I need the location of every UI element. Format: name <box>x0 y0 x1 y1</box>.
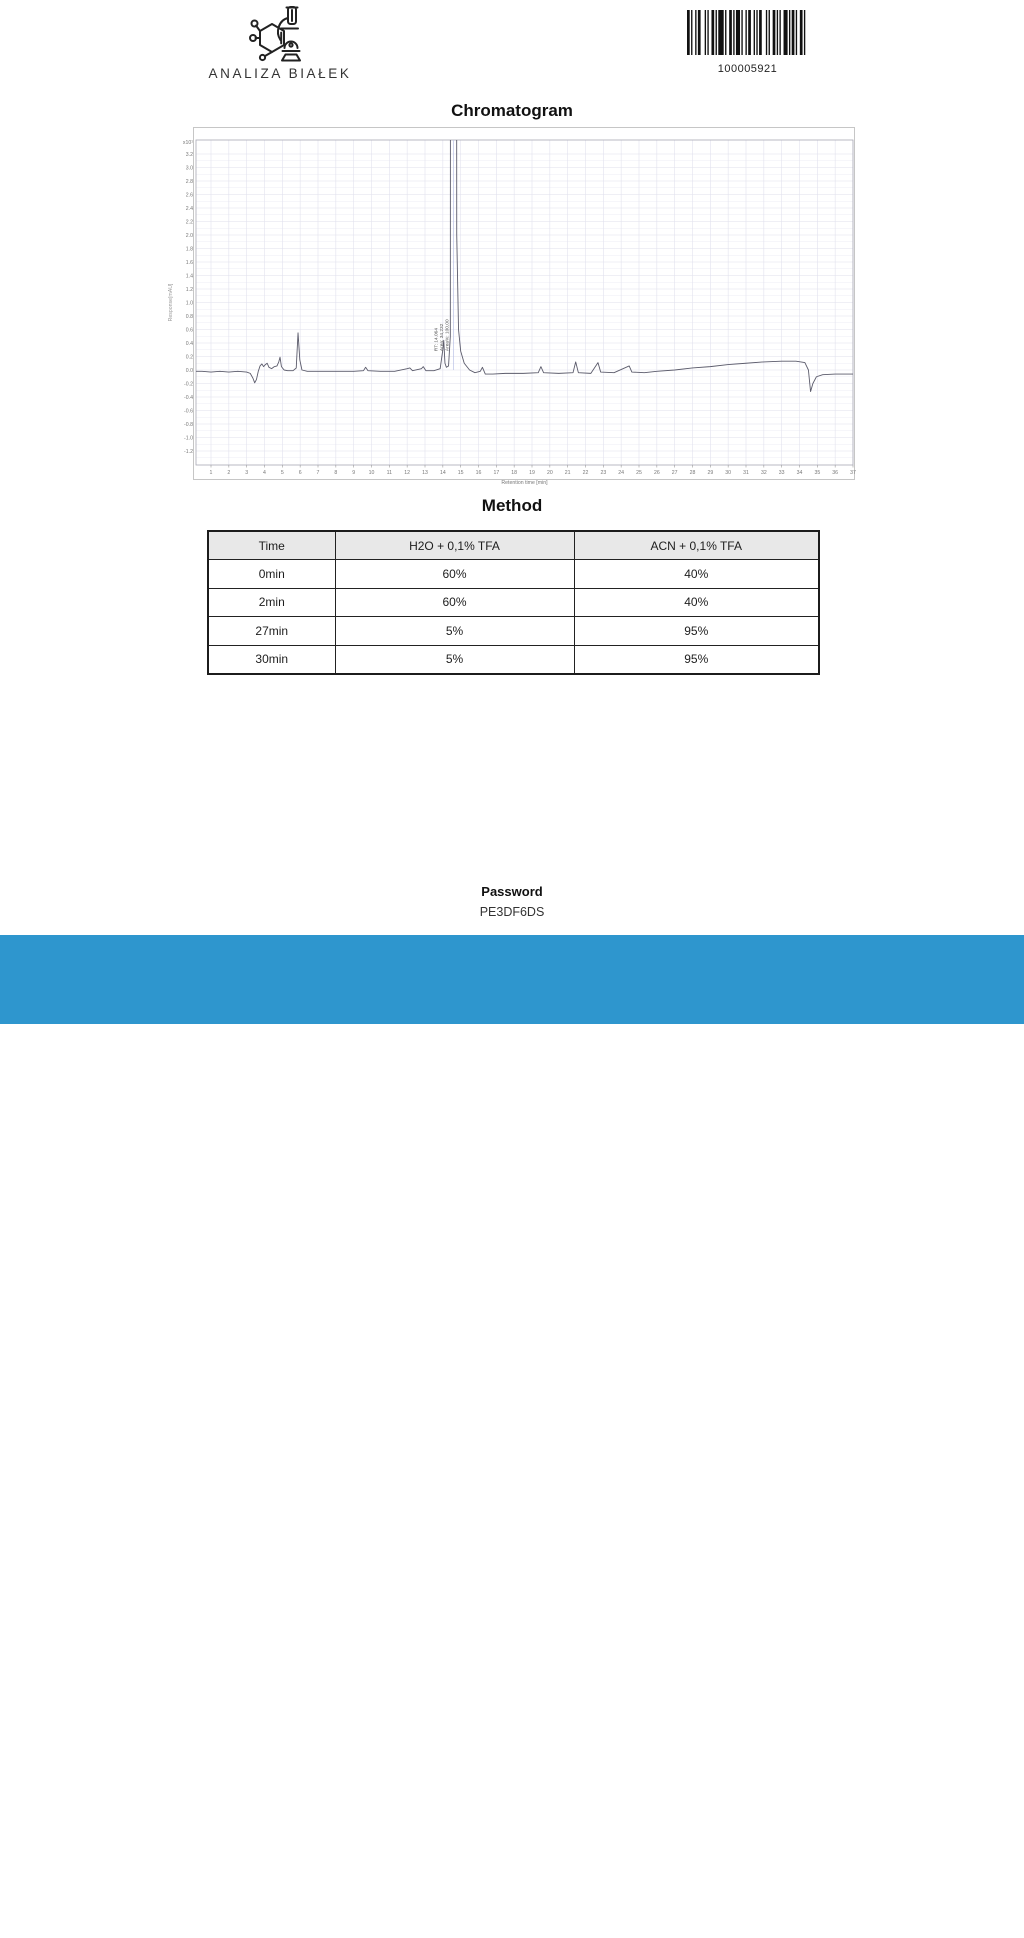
logo-text: ANALIZA BIAŁEK <box>200 66 360 81</box>
footer <box>0 935 1024 1024</box>
technician-name: mgr Arkadiusz Zając <box>680 1918 844 1932</box>
table-row <box>208 560 819 589</box>
svg-text:22: 22 <box>583 470 589 476</box>
svg-text:16: 16 <box>476 470 482 476</box>
svg-text:2.4: 2.4 <box>186 206 193 212</box>
svg-text:18: 18 <box>511 470 517 476</box>
svg-text:9: 9 <box>352 470 355 476</box>
company-regon <box>220 1925 355 1938</box>
svg-text:28: 28 <box>690 470 696 476</box>
svg-text:0.0: 0.0 <box>186 368 193 374</box>
krs-label: KRS: <box>220 1898 248 1910</box>
svg-text:5: 5 <box>281 470 284 476</box>
svg-text:0.6: 0.6 <box>186 327 193 333</box>
table-cell: 60% <box>335 560 574 589</box>
chromatogram-chart <box>163 127 855 499</box>
svg-text:0.2: 0.2 <box>186 354 193 360</box>
svg-text:6: 6 <box>299 470 302 476</box>
svg-text:36: 36 <box>832 470 838 476</box>
svg-text:Retention time [min]: Retention time [min] <box>501 480 548 486</box>
svg-text:-0.6: -0.6 <box>184 408 193 414</box>
svg-text:2.8: 2.8 <box>186 179 193 185</box>
svg-text:2.6: 2.6 <box>186 192 193 198</box>
svg-text:23: 23 <box>600 470 606 476</box>
footer-technician-block <box>680 1891 844 1932</box>
svg-text:27: 27 <box>672 470 678 476</box>
company-nip <box>220 1911 355 1925</box>
svg-text:1.0: 1.0 <box>186 300 193 306</box>
svg-text:13: 13 <box>422 470 428 476</box>
svg-text:1.4: 1.4 <box>186 273 193 279</box>
barcode-image <box>687 10 808 55</box>
svg-text:1.6: 1.6 <box>186 260 193 266</box>
table-cell: 95% <box>574 617 819 646</box>
barcode-number: 100005921 <box>687 63 808 75</box>
peak-annotation: Area%: 100,00 <box>445 319 451 351</box>
barcode <box>687 10 808 75</box>
table-cell: 40% <box>574 588 819 617</box>
svg-text:17: 17 <box>493 470 499 476</box>
svg-text:-0.8: -0.8 <box>184 422 193 428</box>
svg-text:7: 7 <box>317 470 320 476</box>
technician-title: Lab technician: <box>680 1891 844 1905</box>
svg-text:1.2: 1.2 <box>186 287 193 293</box>
svg-text:29: 29 <box>707 470 713 476</box>
svg-text:25: 25 <box>636 470 642 476</box>
svg-text:19: 19 <box>529 470 535 476</box>
table-header-row <box>208 531 819 560</box>
svg-text:11: 11 <box>387 470 392 476</box>
peak-annotation: Area: 34,232 <box>439 323 445 351</box>
table-header-cell: ACN + 0,1% TFA <box>574 531 819 560</box>
krs-value: 0000966168 <box>251 1898 315 1910</box>
technician-role: Analysis and research specialist <box>680 1905 844 1919</box>
table-header-cell: H2O + 0,1% TFA <box>335 531 574 560</box>
table-cell: 40% <box>574 560 819 589</box>
logo <box>200 5 360 81</box>
company-krs <box>220 1898 355 1912</box>
chromatogram-title: Chromatogram <box>0 101 1024 121</box>
table-cell: 5% <box>335 617 574 646</box>
svg-text:20: 20 <box>547 470 553 476</box>
method-table <box>207 530 820 675</box>
table-cell: 2min <box>208 588 335 617</box>
peak-annotation: RT: 14.064 <box>434 328 440 351</box>
svg-text:32: 32 <box>761 470 767 476</box>
svg-text:x10¹: x10¹ <box>183 140 193 146</box>
svg-text:10: 10 <box>369 470 375 476</box>
table-cell: 30min <box>208 645 335 674</box>
regon-value: 521751875 <box>269 1925 327 1937</box>
table-cell: 27min <box>208 617 335 646</box>
svg-text:26: 26 <box>654 470 660 476</box>
svg-text:24: 24 <box>618 470 624 476</box>
footer-headquarters-block <box>435 1891 607 1932</box>
headquarters-address-line2: Budynek DELTA <box>435 1918 607 1932</box>
table-cell: 95% <box>574 645 819 674</box>
svg-text:37: 37 <box>850 470 856 476</box>
svg-text:21: 21 <box>565 470 571 476</box>
svg-text:-1.2: -1.2 <box>184 449 193 455</box>
svg-text:3.2: 3.2 <box>186 152 193 158</box>
table-row <box>208 617 819 646</box>
svg-text:8: 8 <box>334 470 337 476</box>
svg-text:2: 2 <box>227 470 230 476</box>
svg-text:Response[mAU]: Response[mAU] <box>168 283 174 321</box>
table-cell: 5% <box>335 645 574 674</box>
headquarters-title: Headquarters and Laboratory: <box>435 1891 607 1905</box>
svg-text:-1.0: -1.0 <box>184 435 193 441</box>
table-row <box>208 588 819 617</box>
svg-text:0.4: 0.4 <box>186 341 193 347</box>
svg-text:1.8: 1.8 <box>186 246 193 252</box>
svg-text:33: 33 <box>779 470 785 476</box>
svg-text:3: 3 <box>245 470 248 476</box>
method-title: Method <box>0 496 1024 516</box>
svg-text:2.2: 2.2 <box>186 219 193 225</box>
svg-text:12: 12 <box>404 470 410 476</box>
table-header-cell: Time <box>208 531 335 560</box>
nip-label: NIP: <box>220 1911 243 1923</box>
nip-value: 8992922970 <box>246 1911 310 1923</box>
table-row <box>208 645 819 674</box>
svg-text:14: 14 <box>440 470 446 476</box>
table-cell: 60% <box>335 588 574 617</box>
svg-text:1: 1 <box>210 470 213 476</box>
table-cell: 0min <box>208 560 335 589</box>
headquarters-address-line1: ul. Duńska 9, 54-427 Wrocław <box>435 1905 607 1919</box>
svg-text:4: 4 <box>263 470 266 476</box>
svg-text:-0.4: -0.4 <box>184 395 193 401</box>
svg-text:2.0: 2.0 <box>186 233 193 239</box>
svg-text:-0.2: -0.2 <box>184 381 193 387</box>
svg-text:34: 34 <box>797 470 803 476</box>
password-value: PE3DF6DS <box>0 905 1024 919</box>
regon-label: REGON: <box>220 1925 266 1937</box>
svg-text:30: 30 <box>725 470 731 476</box>
svg-text:15: 15 <box>458 470 464 476</box>
molecule-microscope-icon <box>245 5 315 63</box>
password-label: Password <box>0 884 1024 899</box>
footer-company-block <box>220 1884 355 1938</box>
company-name: Analiza Białek sp. z o.o. <box>220 1884 355 1898</box>
svg-text:31: 31 <box>743 470 749 476</box>
svg-text:0.8: 0.8 <box>186 314 193 320</box>
svg-text:35: 35 <box>814 470 820 476</box>
svg-text:3.0: 3.0 <box>186 165 193 171</box>
